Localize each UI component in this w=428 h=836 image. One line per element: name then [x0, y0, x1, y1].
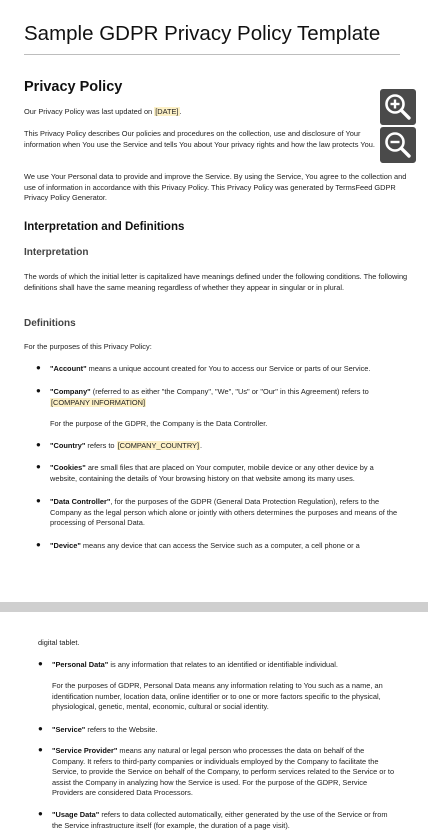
definition-device: "Device" means any device that can access the Service such as a computer, a cell phone or a	[50, 541, 360, 550]
definition-account: "Account" means a unique account created for You to access our Service or parts of our Service.	[50, 364, 371, 373]
heading-interpretation-definitions: Interpretation and Definitions	[24, 221, 185, 233]
bullet: ●	[36, 496, 41, 505]
zoom-in-button[interactable]	[380, 89, 416, 125]
section-heading-privacy-policy: Privacy Policy	[24, 79, 123, 95]
definition-data-controller: "Data Controller", for the purposes of the GDPR (General Data Protection Regulation), refers to the Company as the legal person which alone or jointly with others determines the purposes and means of the processing of Personal Data.	[50, 497, 398, 528]
definition-service: "Service" refers to the Website.	[52, 725, 158, 734]
definition-cookies: "Cookies" are small files that are placed on Your computer, mobile device or any other device by a website, containing the details of Your browsing history on that website among its many uses.	[50, 463, 374, 483]
definition-personal-data: "Personal Data" is any information that relates to an identified or identifiable individual.	[52, 660, 338, 669]
definitions-intro: For the purposes of this Privacy Policy:	[24, 342, 152, 351]
definition-company: "Company" (referred to as either "the Company", "We", "Us" or "Our" in this Agreement) refers to [COMPANY INFORMATION]	[50, 387, 369, 407]
bullet: ●	[36, 386, 41, 395]
definition-device-continued: digital tablet.	[38, 638, 80, 647]
bullet: ●	[36, 462, 41, 471]
document-title: Sample GDPR Privacy Policy Template	[24, 22, 381, 45]
bullet: ●	[36, 540, 41, 549]
bullet: ●	[38, 809, 43, 818]
bullet: ●	[38, 745, 43, 754]
bullet: ●	[36, 363, 41, 372]
definition-company-gdpr: For the purpose of the GDPR, the Company is the Data Controller.	[50, 419, 268, 428]
document-page-2	[0, 612, 428, 836]
bullet: ●	[38, 659, 43, 668]
company-placeholder: [COMPANY INFORMATION]	[51, 397, 146, 407]
bullet: ●	[36, 440, 41, 449]
intro-paragraph-2: We use Your Personal data to provide and improve the Service. By using the Service, You agree to the collection and use of information in accordance with this Privacy Policy. This Privacy Policy was generated by TermsFeed GDPR Privacy Policy Generator.	[24, 172, 407, 203]
zoom-out-icon	[380, 127, 416, 163]
zoom-in-icon	[380, 89, 416, 125]
bullet: ●	[38, 724, 43, 733]
date-placeholder: [DATE]	[155, 107, 179, 116]
zoom-out-button[interactable]	[380, 127, 416, 163]
title-divider	[24, 54, 400, 55]
page-separator	[0, 602, 428, 612]
definition-country: "Country" refers to [COMPANY_COUNTRY].	[50, 441, 203, 450]
intro-paragraph-1: This Privacy Policy describes Our policies and procedures on the collection, use and disclosure of Your information when You use the Service and tells You about Your privacy rights and how the law protects You.	[24, 129, 375, 149]
country-placeholder: [COMPANY_COUNTRY]	[117, 441, 200, 450]
definition-usage-data: "Usage Data" refers to data collected automatically, either generated by the use of the Service or from the Service infrastructure itself (for example, the duration of a page visit).	[52, 810, 388, 830]
heading-definitions: Definitions	[24, 318, 76, 329]
heading-interpretation: Interpretation	[24, 247, 89, 258]
definition-service-provider: "Service Provider" means any natural or legal person who processes the data on behalf of the Company. It refers to third-party companies or individuals employed by the Company to facilitate the Service, to provide the Service on behalf of the Company, to perform services related to the Service or to assist the Company in analyzing how the Service is used. For the purpose of the GDPR, Service Providers are considered Data Processors.	[52, 746, 395, 798]
last-updated-text: Our Privacy Policy was last updated on [DATE].	[24, 107, 182, 116]
interpretation-text: The words of which the initial letter is capitalized have meanings defined under the following conditions. The following definitions shall have the same meaning regardless of whether they appear in singular or in plural.	[24, 272, 408, 292]
definition-personal-data-gdpr: For the purposes of GDPR, Personal Data means any information relating to You such as a name, an identification number, location data, online identifier or to one or more factors specific to the physical, physiological, genetic, mental, economic, cultural or social identity.	[52, 681, 383, 712]
